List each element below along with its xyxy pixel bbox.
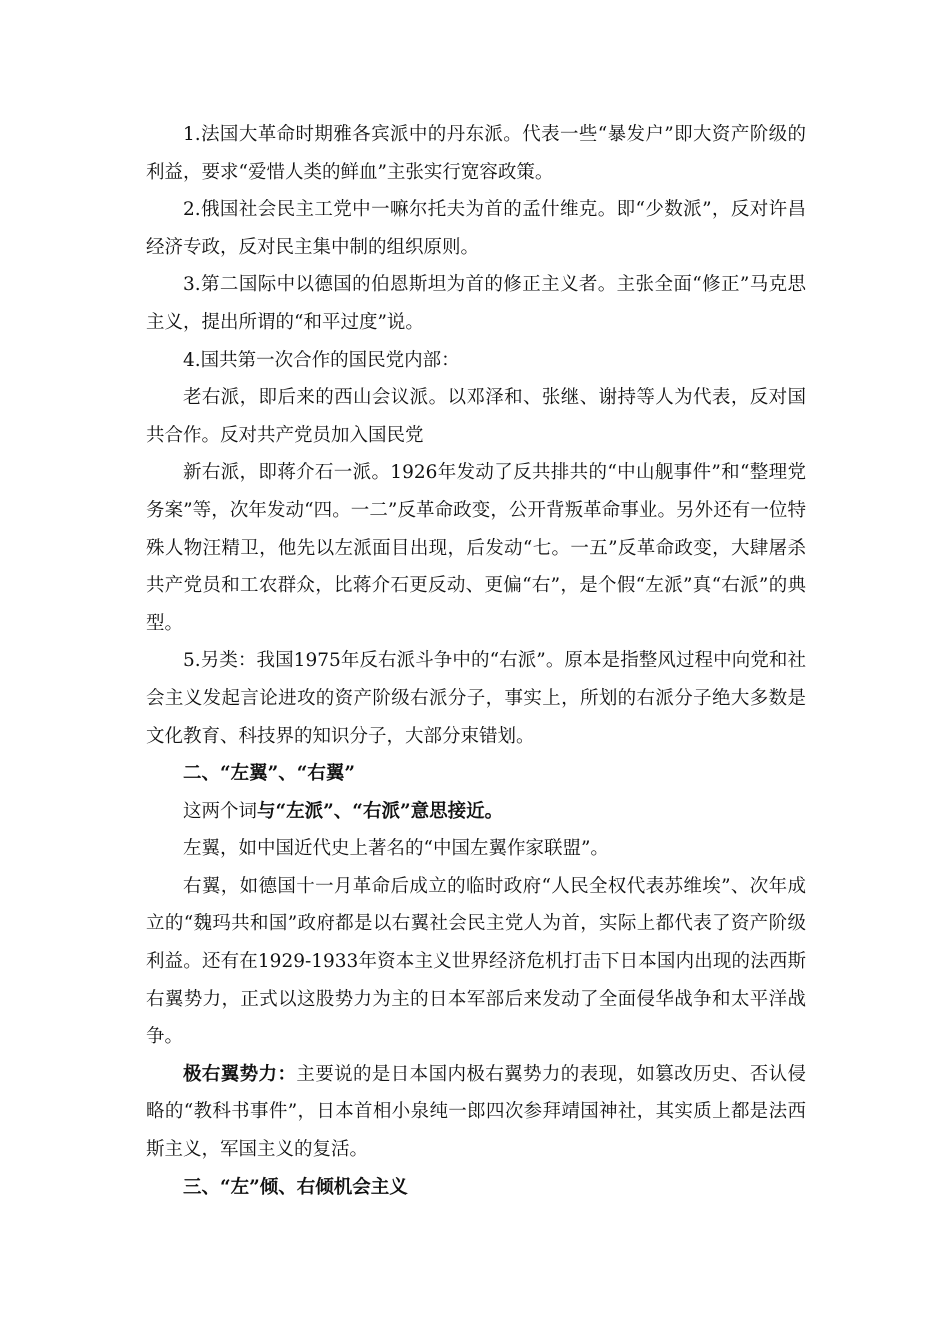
paragraph-1957-rightists: 5.另类：我国1975年反右派斗争中的“右派”。原本是指整风过程中向党和社会主义发起言论进攻的资产阶级右派分子，事实上，所划的右派分子绝大多数是文化教育、科技界的知识分子，大部分束错划。: [146, 650, 806, 747]
paragraph-body-text: 主要说的是日本国内极右翼势力的表现，如篡改历史、否认侵略的“教科书事件”，日本首相小泉纯一郎四次参拜靖国神社，其实质上都是法西斯主义，军国主义的复活。: [146, 1063, 806, 1161]
paragraph-lead-text: 这两个词: [183, 800, 258, 822]
paragraph-bold-lead: 极右翼势力：: [183, 1063, 297, 1085]
document-page: [146, 116, 806, 1206]
paragraph-revisionists: 3.第二国际中以德国的伯恩斯坦为首的修正主义者。主张全面“修正”马克思主义，提出所谓的“和平过度”说。: [146, 274, 806, 333]
paragraph-wing-meaning: [146, 793, 806, 831]
section-heading-opportunism: 三、“左”倾、右倾机会主义: [183, 1176, 408, 1198]
paragraph-far-right: [146, 1056, 806, 1169]
paragraph-right-wing: 右翼，如德国十一月革命后成立的临时政府“人民全权代表苏维埃”、次年成立的“魏玛共和国”政府都是以右翼社会民主党人为首，实际上都代表了资产阶级利益。还有在1929-1933年资本主义世界经济危机打击下日本国内出现的法西斯右翼势力，正式以这股势力为主的日本军部后来发动了全面侵华战争和太平洋战争。: [146, 875, 806, 1048]
paragraph-danton-faction: 1.法国大革命时期雅各宾派中的丹东派。代表一些“暴发户”即大资产阶级的利益，要求“爱惜人类的鲜血”主张实行宽容政策。: [146, 124, 806, 183]
paragraph-new-right: 新右派，即蒋介石一派。1926年发动了反共排共的“中山舰事件”和“整理党务案”等，次年发动“四。一二”反革命政变，公开背叛革命事业。另外还有一位特殊人物汪精卫，他先以左派面目出现，后发动“七。一五”反革命政变，大肆屠杀共产党员和工农群众，比蒋介石更反动、更偏“右”，是个假“左派”真“右派”的典型。: [146, 462, 806, 634]
paragraph-kmt-intro: 4.国共第一次合作的国民党内部：: [183, 349, 460, 371]
paragraph-left-wing: 左翼，如中国近代史上著名的“中国左翼作家联盟”。: [183, 838, 609, 860]
section-heading-left-right-wing: 二、“左翼”、“右翼”: [183, 763, 356, 785]
paragraph-bold-text: 与“左派”、“右派”意思接近。: [257, 800, 504, 822]
paragraph-old-right: 老右派，即后来的西山会议派。以邓泽和、张继、谢持等人为代表，反对国共合作。反对共产党员加入国民党: [146, 387, 806, 446]
paragraph-mensheviks: 2.俄国社会民主工党中一嘛尔托夫为首的孟什维克。即“少数派”，反对许昌经济专政，反对民主集中制的组织原则。: [146, 199, 806, 258]
